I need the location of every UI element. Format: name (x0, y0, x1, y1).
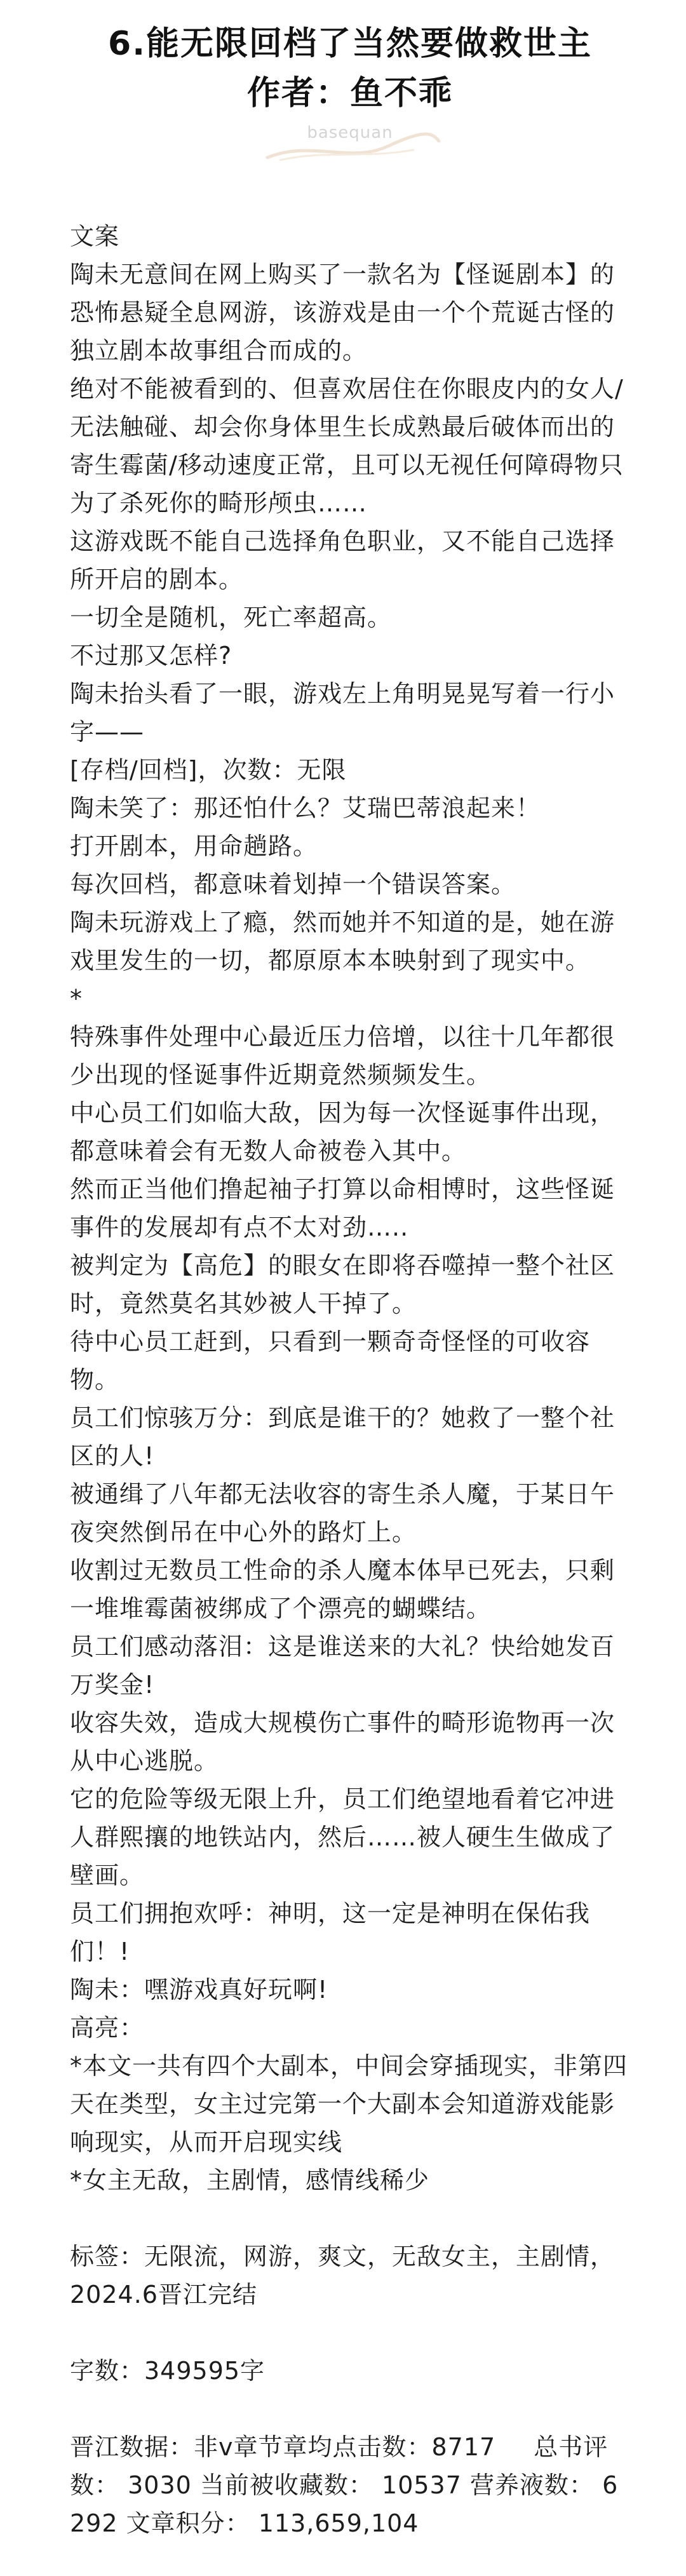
watermark-row (70, 122, 630, 166)
synopsis-line: 它的危险等级无限上升，员工们绝望地看着它冲进人群熙攘的地铁站内，然后……被人硬生生做成了壁画。 (70, 1785, 615, 1889)
reviews-value: 3030 (128, 2471, 192, 2499)
header (70, 0, 630, 166)
synopsis-line: 收割过无数员工性命的杀人魔本体早已死去，只剩一堆堆霉菌被绑成了个漂亮的蝴蝶结。 (70, 1556, 615, 1622)
synopsis-line: 被判定为【高危】的眼女在即将吞噬掉一整个社区时，竟然莫名其妙被人干掉了。 (70, 1251, 615, 1318)
word-count: 字数：349595字 (70, 2357, 266, 2385)
nutrient-value: 6292 (70, 2471, 619, 2537)
spacer (70, 2390, 630, 2428)
synopsis-line: 中心员工们如临大敌，因为每一次怪诞事件出现，都意味着会有无数人命被卷入其中。 (70, 1099, 615, 1165)
spacer (70, 2314, 630, 2352)
synopsis-line: [存档/回档]，次数：无限 (70, 756, 347, 784)
synopsis-line: 待中心员工赶到，只看到一颗奇奇怪怪的可收容物。 (70, 1328, 591, 1394)
tags-line: 标签：无限流，网游，爽文，无敌女主，主剧情，2024.6晋江完结 (70, 2242, 615, 2309)
synopsis-line: 然而正当他们撸起袖子打算以命相博时，这些怪诞事件的发展却有点不太对劲….. (70, 1175, 615, 1241)
synopsis-line: 陶未笑了：那还怕什么？艾瑞巴蒂浪起来！ (70, 794, 541, 822)
clicks-label: 晋江数据：非v章节章均点击数： (70, 2433, 432, 2461)
nutrient-label: 营养液数： (470, 2471, 595, 2499)
synopsis-line: 员工们惊骇万分：到底是谁干的？她救了一整个社区的人! (70, 1404, 615, 1470)
synopsis-line: 员工们感动落泪：这是谁送来的大礼？快给她发百万奖金! (70, 1633, 615, 1699)
score-value: 113,659,104 (258, 2509, 419, 2537)
synopsis-line: 陶未抬头看了一眼，游戏左上角明晃晃写着一行小字—— (70, 680, 615, 746)
book-title: 6.能无限回档了当然要做救世主 (108, 25, 592, 63)
spacer (70, 2199, 630, 2237)
synopsis-line: *女主无敌，主剧情，感情线稀少 (70, 2166, 430, 2194)
favorites-label: 当前被收藏数： (199, 2471, 373, 2499)
synopsis-line: 文案 (70, 222, 120, 250)
synopsis-line: *本文一共有四个大副本，中间会穿插现实，非第四天在类型，女主过完第一个大副本会知道游戏能影响现实，从而开启现实线 (70, 2052, 628, 2156)
synopsis-line: 特殊事件处理中心最近压力倍增，以往十几年都很少出现的怪诞事件近期竟然频频发生。 (70, 1023, 615, 1089)
watermark-text: basequan (307, 123, 393, 142)
synopsis-line: 这游戏既不能自己选择角色职业，又不能自己选择所开启的剧本。 (70, 527, 615, 593)
synopsis-line: 一切全是随机，死亡率超高。 (70, 604, 393, 631)
jjwxc-stats (70, 2428, 630, 2542)
synopsis-line: 收容失效，造成大规模伤亡事件的畸形诡物再一次从中心逃脱。 (70, 1709, 615, 1775)
synopsis-line: 绝对不能被看到的、但喜欢居住在你眼皮内的女人/无法触碰、却会你身体里生长成熟最后破体而出的寄生霉菌/移动速度正常，且可以无视任何障碍物只为了杀死你的畸形颅虫…… (70, 375, 624, 517)
synopsis-line: 不过那又怎样? (70, 642, 232, 670)
book-author: 作者：鱼不乖 (246, 74, 453, 112)
synopsis-line: 陶未：嘿游戏真好玩啊! (70, 1976, 328, 2004)
clicks-value: 8717 (431, 2433, 496, 2461)
synopsis-line: 打开剧本，用命趟路。 (70, 832, 318, 860)
synopsis-line: 每次回档，都意味着划掉一个错误答案。 (70, 870, 516, 898)
synopsis-line: 陶未玩游戏上了瘾，然而她并不知道的是，她在游戏里发生的一切，都原原本本映射到了现实中。 (70, 908, 615, 974)
synopsis-line: * (70, 985, 83, 1013)
synopsis-line: 陶未无意间在网上购买了一款名为【怪诞剧本】的恐怖悬疑全息网游，该游戏是由一个个荒诞古怪的独立剧本故事组合而成的。 (70, 260, 615, 365)
synopsis (70, 217, 630, 2542)
synopsis-line: 员工们拥抱欢呼：神明，这一定是神明在保佑我们！! (70, 1899, 591, 1966)
reviews-label: 总书评数： (70, 2433, 609, 2499)
synopsis-line: 高亮： (70, 2014, 145, 2042)
synopsis-line: 被通缉了八年都无法收容的寄生杀人魔，于某日午夜突然倒吊在中心外的路灯上。 (70, 1480, 615, 1546)
favorites-value: 10537 (382, 2471, 462, 2499)
score-label: 文章积分： (126, 2509, 250, 2537)
